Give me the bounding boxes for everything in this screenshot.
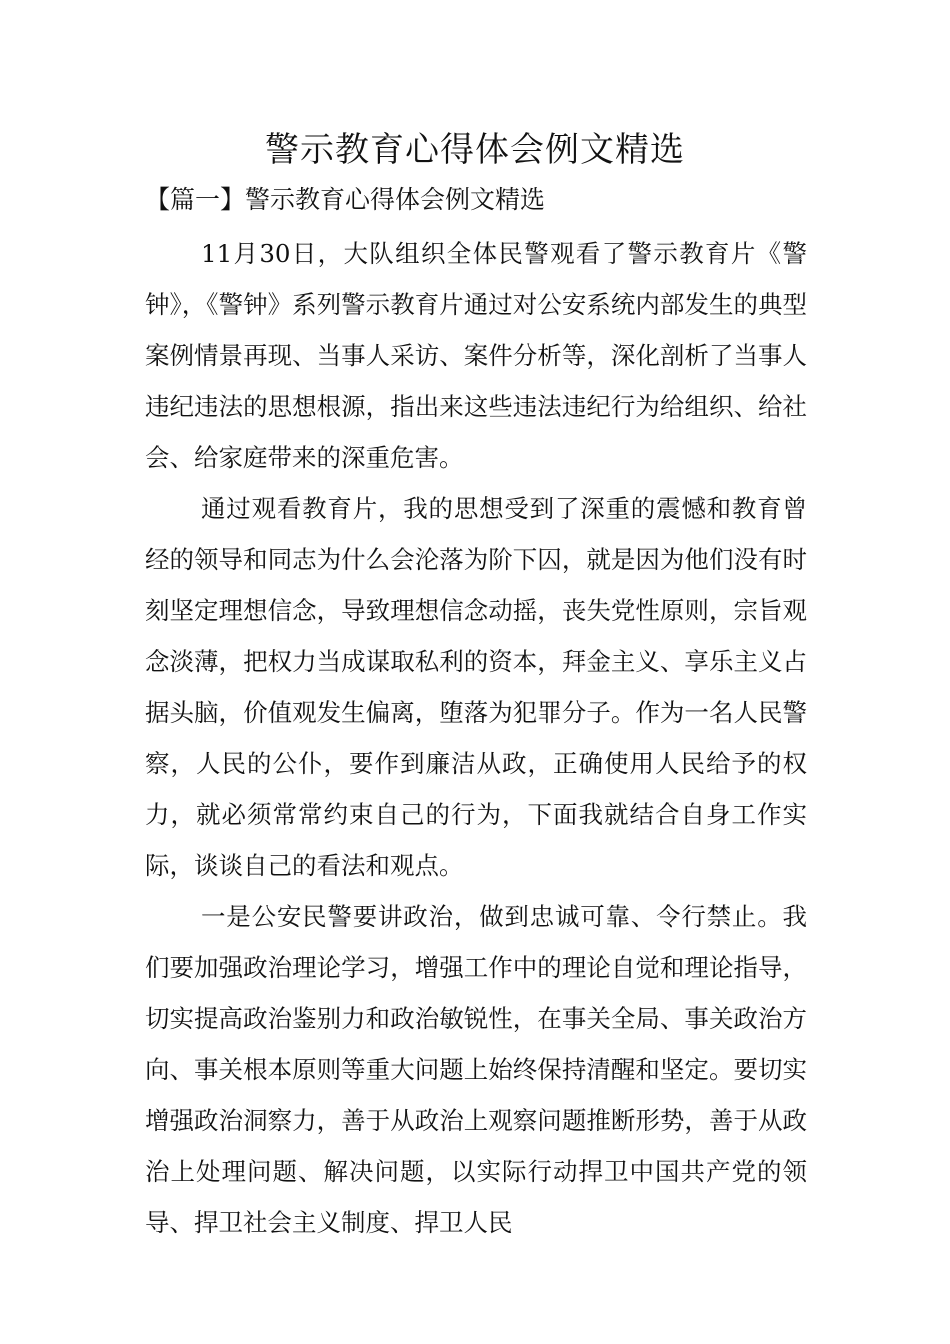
document-body [145,228,807,1248]
paragraph: 11月30日，大队组织全体民警观看了警示教育片《警钟》，《警钟》系列警示教育片通过对公安系统内部发生的典型案例情景再现、当事人采访、案件分析等，深化剖析了当事人违纪违法的思想根源，指出来这些违法违纪行为给组织、给社会、给家庭带来的深重危害。 [145,239,807,472]
section-heading: 【篇一】警示教育心得体会例文精选 [145,185,546,214]
paragraph: 一是公安民警要讲政治，做到忠诚可靠、令行禁止。我们要加强政治理论学习，增强工作中的理论自觉和理论指导，切实提高政治鉴别力和政治敏锐性，在事关全局、事关政治方向、事关根本原则等重大问题上始终保持清醒和坚定。要切实增强政治洞察力，善于从政治上观察问题推断形势，善于从政治上处理问题、解决问题，以实际行动捍卫中国共产党的领导、捍卫社会主义制度、捍卫人民 [145,902,807,1237]
document-title: 警示教育心得体会例文精选 [265,130,685,170]
paragraph: 通过观看教育片，我的思想受到了深重的震憾和教育曾经的领导和同志为什么会沦落为阶下囚，就是因为他们没有时刻坚定理想信念，导致理想信念动摇，丧失党性原则，宗旨观念淡薄，把权力当成谋取私利的资本，拜金主义、享乐主义占据头脑，价值观发生偏离，堕落为犯罪分子。作为一名人民警察，人民的公仆，要作到廉洁从政，正确使用人民给予的权力，就必须常常约束自己的行为，下面我就结合自身工作实际，谈谈自己的看法和观点。 [145,494,807,880]
